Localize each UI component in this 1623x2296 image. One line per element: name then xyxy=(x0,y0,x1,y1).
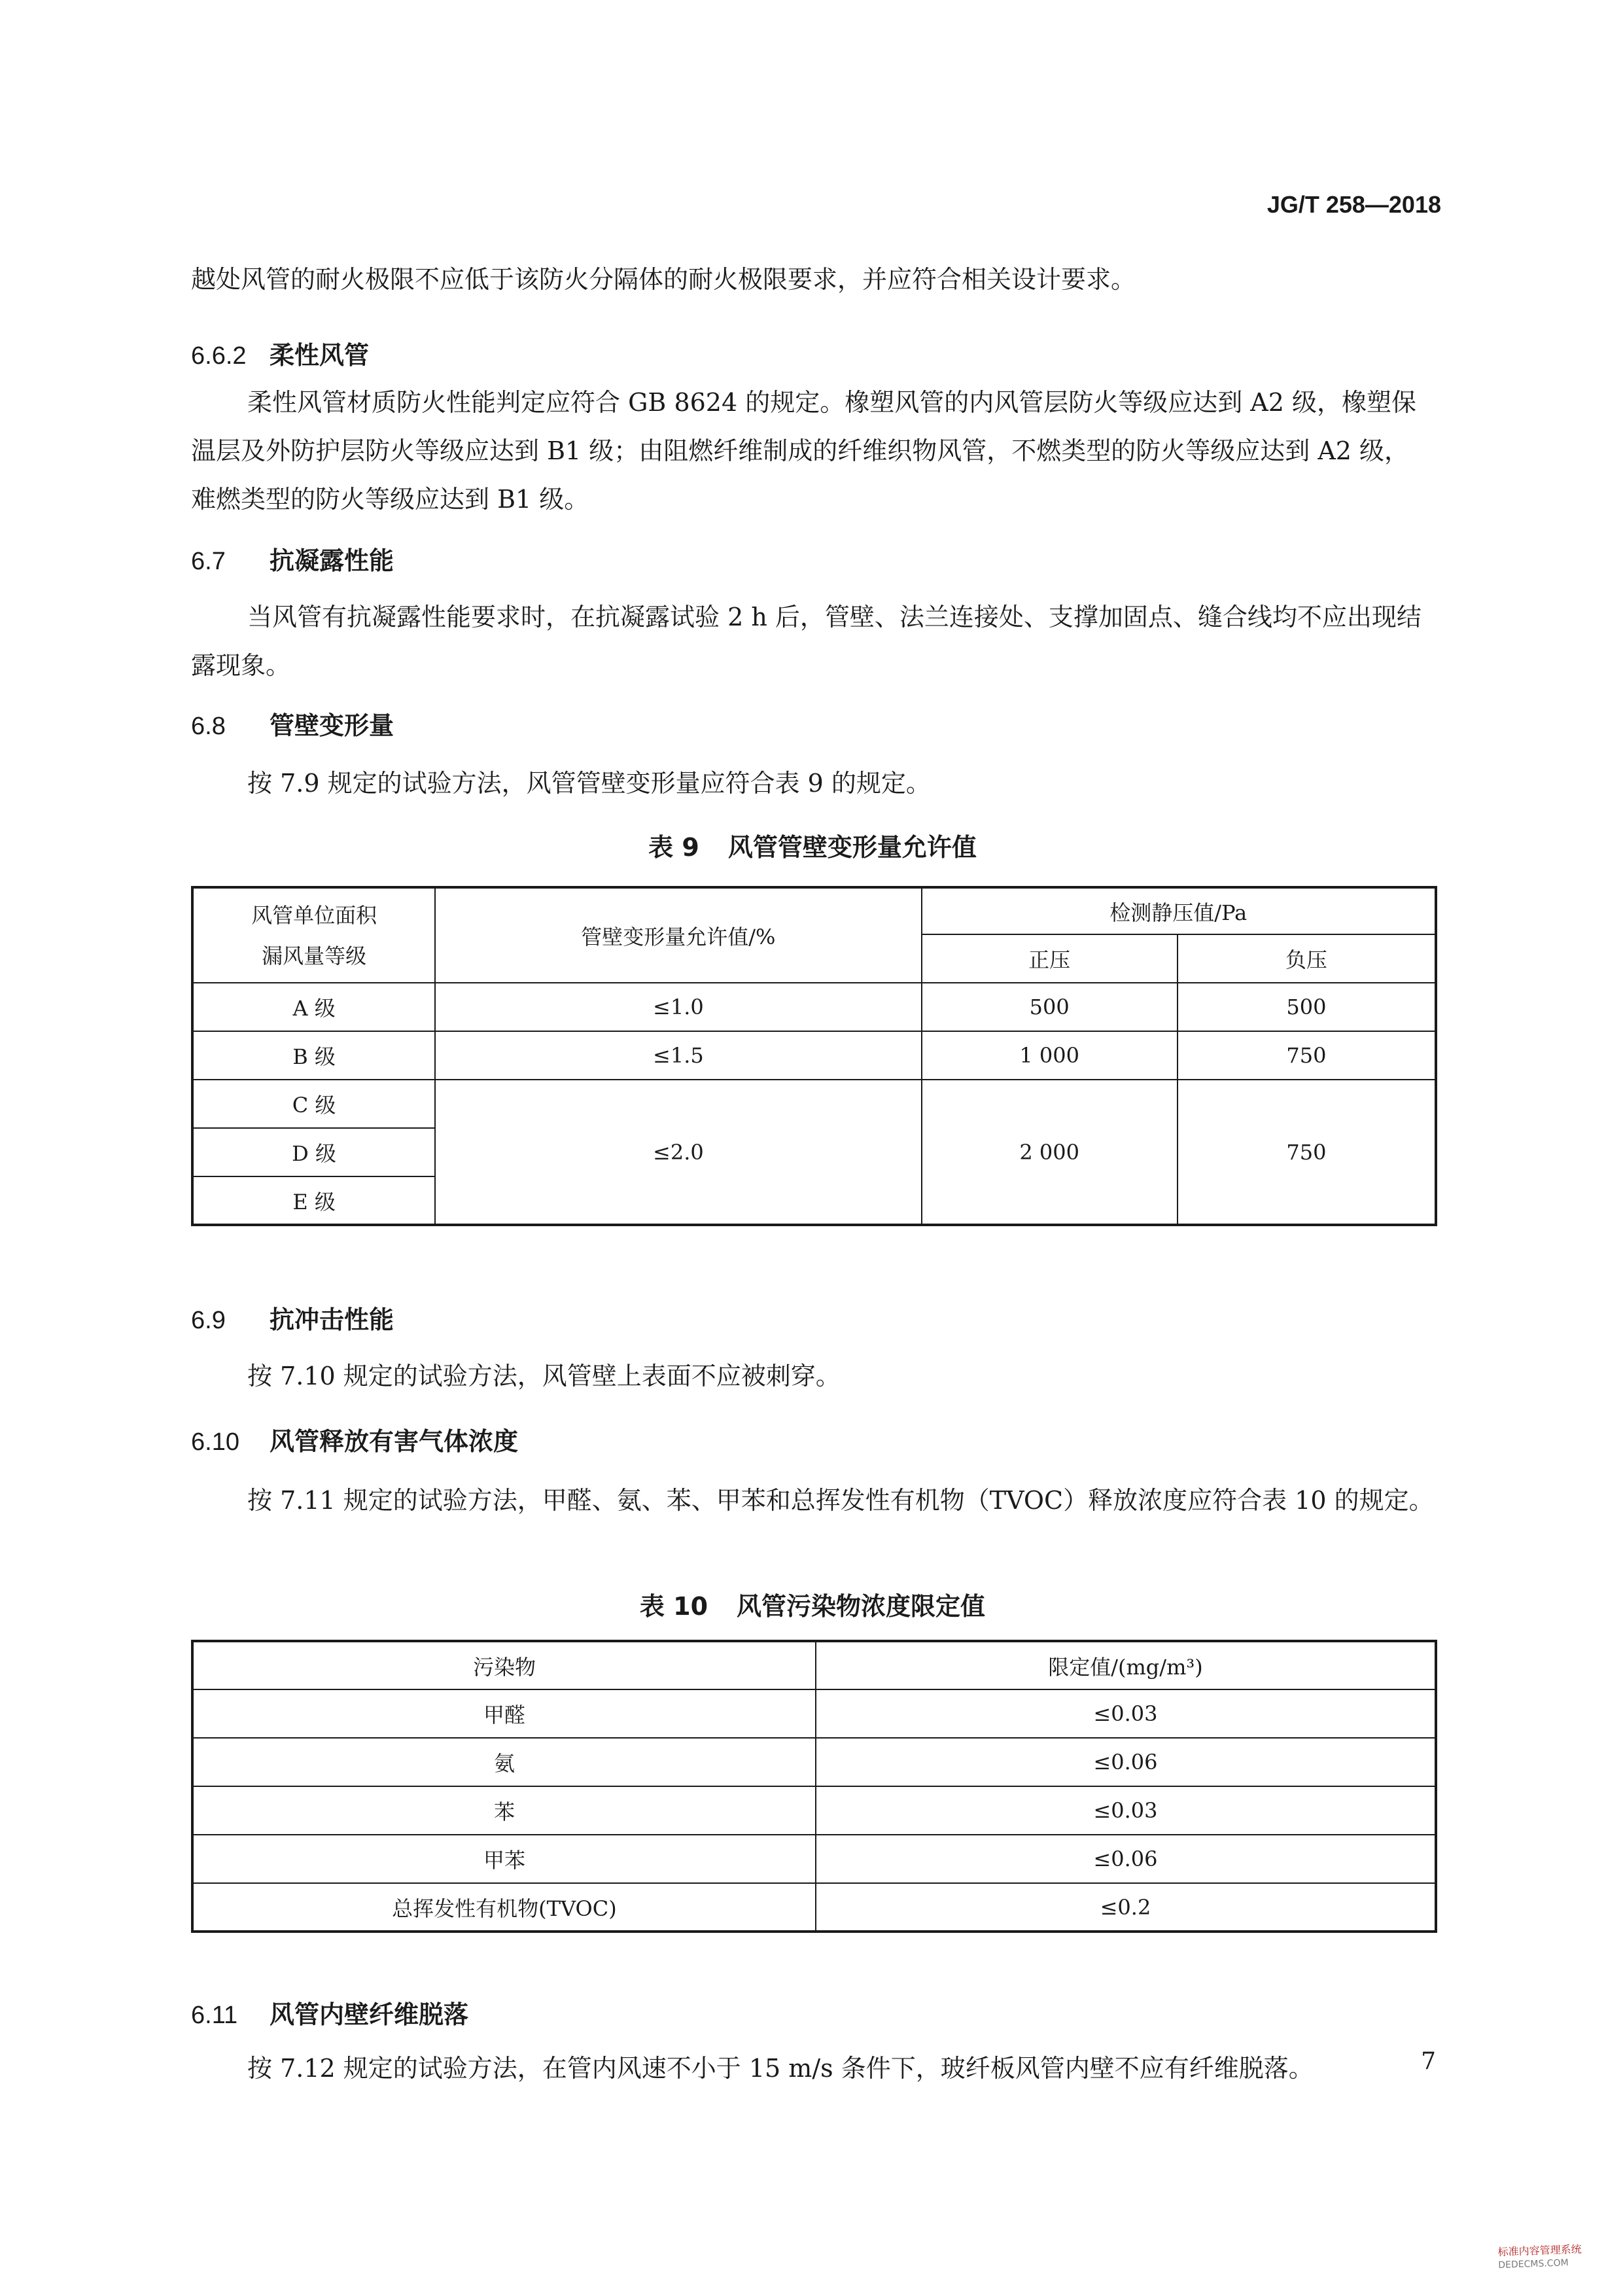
header-cell-limit: 限定值/(mg/m³) xyxy=(816,1641,1436,1689)
cell-pollutant: 总挥发性有机物(TVOC) xyxy=(192,1883,816,1932)
cell-deform: ≤1.0 xyxy=(435,983,921,1031)
header-cell-negative: 负压 xyxy=(1178,934,1436,983)
section-number: 6.8 xyxy=(191,713,226,740)
table-title-text: 风管污染物浓度限定值 xyxy=(737,1592,986,1621)
table-number: 表 9 xyxy=(648,833,699,862)
heading-6-10 xyxy=(191,1421,518,1457)
heading-6-11 xyxy=(191,1994,468,2030)
section-number: 6.9 xyxy=(191,1307,226,1334)
cell-grade: C 级 xyxy=(192,1080,435,1128)
table-row xyxy=(192,1883,1436,1932)
header-cell-pressure: 检测静压值/Pa xyxy=(922,887,1436,934)
heading-6-6-2 xyxy=(191,335,369,371)
table10-title xyxy=(191,1586,1434,1622)
section-title: 抗冲击性能 xyxy=(270,1305,394,1334)
cell-pollutant: 氨 xyxy=(192,1738,816,1786)
cell-limit: ≤0.06 xyxy=(816,1835,1436,1883)
table9 xyxy=(191,886,1437,1226)
cell-deform: ≤2.0 xyxy=(435,1080,921,1225)
cell-negative: 500 xyxy=(1178,983,1436,1031)
section-number: 6.11 xyxy=(191,2002,238,2029)
cell-negative: 750 xyxy=(1178,1080,1436,1225)
paragraph-continuation: 越处风管的耐火极限不应低于该防火分隔体的耐火极限要求，并应符合相关设计要求。 xyxy=(191,265,1136,294)
header-cell-positive: 正压 xyxy=(922,934,1178,983)
cell-positive: 2 000 xyxy=(922,1080,1178,1225)
cell-limit: ≤0.03 xyxy=(816,1689,1436,1738)
paragraph-6-10: 按 7.11 规定的试验方法，甲醛、氨、苯、甲苯和总挥发性有机物（TVOC）释放浓度应符合表 10 的规定。 xyxy=(247,1486,1434,1515)
heading-6-7 xyxy=(191,540,394,576)
heading-6-8 xyxy=(191,705,394,741)
heading-6-9 xyxy=(191,1299,394,1335)
header-text: 风管单位面积 xyxy=(251,902,377,928)
table-row xyxy=(192,1738,1436,1786)
header-cell-pollutant: 污染物 xyxy=(192,1641,816,1689)
cell-positive: 1 000 xyxy=(922,1031,1178,1080)
table-row xyxy=(192,1786,1436,1835)
page-number: 7 xyxy=(1421,2048,1436,2075)
table10 xyxy=(191,1640,1437,1933)
paragraph-6-9: 按 7.10 规定的试验方法，风管壁上表面不应被刺穿。 xyxy=(247,1362,841,1390)
table-title-text: 风管管壁变形量允许值 xyxy=(727,833,977,862)
cell-grade: A 级 xyxy=(192,983,435,1031)
table-row xyxy=(192,1835,1436,1883)
header-text: 漏风量等级 xyxy=(262,943,367,968)
section-title: 管壁变形量 xyxy=(270,711,394,740)
header-cell-grade xyxy=(192,887,435,983)
header-cell-deform: 管壁变形量允许值/% xyxy=(435,887,921,983)
cell-pollutant: 苯 xyxy=(192,1786,816,1835)
section-title: 风管释放有害气体浓度 xyxy=(270,1427,519,1456)
section-number: 6.6.2 xyxy=(191,342,247,370)
table-row xyxy=(192,1689,1436,1738)
paragraph-6-7: 当风管有抗凝露性能要求时，在抗凝露试验 2 h 后，管壁、法兰连接处、支撑加固点、缝合线均不应出现结露现象。 xyxy=(191,603,1422,680)
section-title: 抗凝露性能 xyxy=(270,546,394,575)
table-row xyxy=(192,983,1436,1031)
cell-pollutant: 甲苯 xyxy=(192,1835,816,1883)
cell-negative: 750 xyxy=(1178,1031,1436,1080)
watermark-line: DEDECMS.COM xyxy=(1498,2257,1569,2271)
table-header-row xyxy=(192,887,1436,934)
cell-deform: ≤1.5 xyxy=(435,1031,921,1080)
paragraph-6-6-2: 柔性风管材质防火性能判定应符合 GB 8624 的规定。橡塑风管的内风管层防火等级应达到 A2 级，橡塑保温层及外防护层防火等级应达到 B1 级；由阻燃纤维制成的纤维织物风管，不燃类型的防火等级应达到 A2 级，难燃类型的防火等级应达到 B1 级。 xyxy=(191,388,1417,514)
cell-limit: ≤0.2 xyxy=(816,1883,1436,1932)
watermark-line: 标准内容管理系统 xyxy=(1497,2242,1582,2259)
table9-title xyxy=(191,827,1434,863)
cell-limit: ≤0.03 xyxy=(816,1786,1436,1835)
table-row xyxy=(192,1031,1436,1080)
table-row xyxy=(192,1080,1436,1128)
standard-code-header: JG/T 258—2018 xyxy=(1266,191,1441,218)
cell-grade: B 级 xyxy=(192,1031,435,1080)
cell-grade: E 级 xyxy=(192,1176,435,1225)
cell-limit: ≤0.06 xyxy=(816,1738,1436,1786)
table-number: 表 10 xyxy=(639,1592,708,1621)
section-number: 6.7 xyxy=(191,548,226,575)
table-header-row xyxy=(192,1641,1436,1689)
paragraph-6-11: 按 7.12 规定的试验方法，在管内风速不小于 15 m/s 条件下，玻纤板风管内壁不应有纤维脱落。 xyxy=(247,2054,1314,2083)
section-title: 风管内壁纤维脱落 xyxy=(270,2000,469,2029)
section-title: 柔性风管 xyxy=(270,341,370,370)
paragraph-6-8: 按 7.9 规定的试验方法，风管管壁变形量应符合表 9 的规定。 xyxy=(247,769,931,798)
cell-pollutant: 甲醛 xyxy=(192,1689,816,1738)
section-number: 6.10 xyxy=(191,1428,239,1456)
watermark xyxy=(1497,2243,1582,2272)
cell-positive: 500 xyxy=(922,983,1178,1031)
cell-grade: D 级 xyxy=(192,1128,435,1176)
